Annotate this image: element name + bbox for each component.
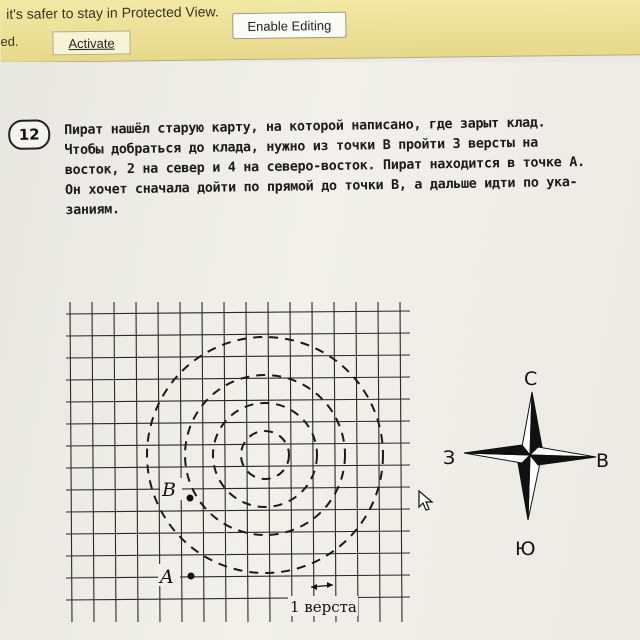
enable-editing-button[interactable]: Enable Editing <box>232 12 346 39</box>
dashed-circles <box>147 337 383 573</box>
point-a-marker <box>158 564 195 588</box>
grid-line <box>66 487 410 490</box>
compass-west-label: З <box>443 447 456 469</box>
scale-indicator <box>288 582 358 616</box>
problem-line: Чтобы добраться до клада, нужно из точки B пройти 3 версты на <box>64 135 539 159</box>
grid-line <box>136 302 138 622</box>
grid-line <box>246 302 248 622</box>
point-a-dot <box>188 573 195 580</box>
grid-line <box>268 302 270 622</box>
compass-rose <box>443 368 609 560</box>
compass-east-label: В <box>596 450 610 472</box>
grid-line <box>400 302 402 622</box>
scale-label: 1 верста <box>290 598 357 616</box>
grid-line <box>290 302 292 622</box>
grid-line <box>202 302 204 622</box>
activation-message: ed. <box>0 33 19 49</box>
grid-line <box>334 302 336 622</box>
grid-line <box>66 377 410 380</box>
compass-south-label: Ю <box>515 538 536 560</box>
grid-line <box>66 333 410 336</box>
point-a-label: A <box>160 566 174 588</box>
point-b-label: B <box>162 479 176 501</box>
grid-line <box>66 465 410 468</box>
grid-line <box>92 302 94 622</box>
grid-line <box>66 399 410 402</box>
protected-view-message: it's safer to stay in Protected View. <box>6 3 219 22</box>
grid-line <box>66 575 410 578</box>
grid-line <box>378 302 380 622</box>
mouse-cursor-icon <box>418 490 434 512</box>
grid-line <box>66 509 410 512</box>
compass-north-label: С <box>524 368 538 390</box>
grid-line <box>66 355 410 358</box>
map-grid <box>66 302 410 622</box>
grid-line <box>180 302 182 622</box>
dashed-circle <box>241 431 289 479</box>
dashed-circle <box>213 403 317 507</box>
scale-arrow-right <box>327 582 333 588</box>
grid-line <box>114 302 116 622</box>
problem-line: заниям. <box>65 202 120 219</box>
grid-line <box>70 302 72 622</box>
grid-line <box>224 302 226 622</box>
grid-line <box>66 421 410 424</box>
problem-number: 12 <box>8 119 50 150</box>
dashed-circle <box>147 337 383 573</box>
problem-line: Пират нашёл старую карту, на которой написано, где зарыт клад. <box>64 115 546 139</box>
grid-line <box>66 553 410 556</box>
grid-line <box>312 302 314 622</box>
grid-line <box>66 311 410 314</box>
grid-line <box>66 531 410 534</box>
problem-line: Он хочет сначала дойти по прямой до точки B, а дальше идти по ука- <box>64 175 578 199</box>
activate-button[interactable]: Activate <box>52 30 130 55</box>
compass-star-icon <box>464 392 596 520</box>
problem-line: восток, 2 на север и 4 на северо-восток. Пират находится в точке A. <box>64 154 585 179</box>
grid-line <box>356 302 358 622</box>
grid-line <box>66 443 410 446</box>
point-b-dot <box>187 495 194 502</box>
